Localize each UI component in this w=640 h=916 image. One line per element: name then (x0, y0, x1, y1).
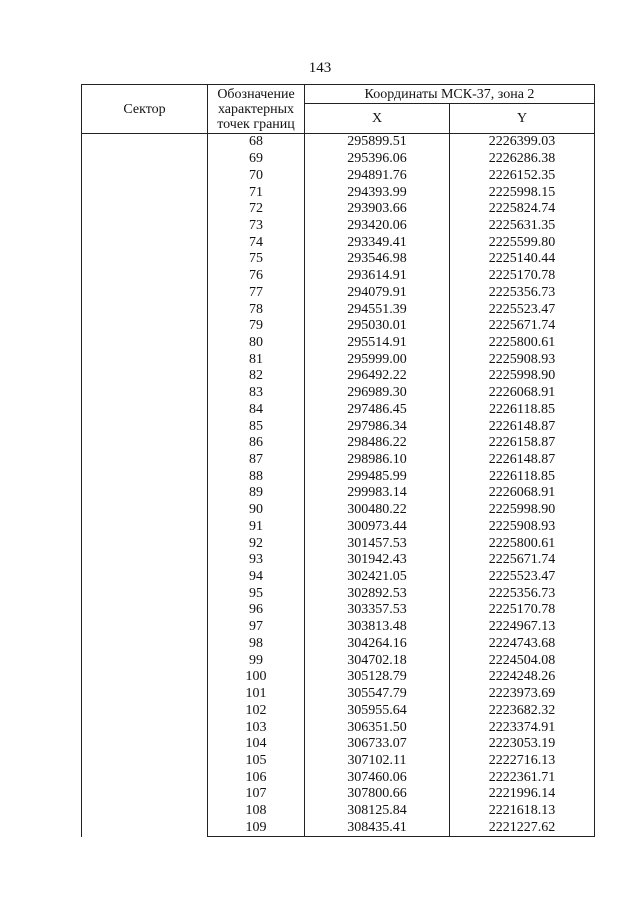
point-number-cell: 79 (208, 318, 305, 335)
y-coordinate-cell: 2226152.35 (450, 167, 595, 184)
y-coordinate-cell: 2226286.38 (450, 151, 595, 168)
point-number-cell: 103 (208, 719, 305, 736)
point-number-cell: 78 (208, 301, 305, 318)
point-designation-header: Обозначение характерных точек границ (208, 85, 305, 134)
x-coordinate-cell: 302892.53 (305, 585, 450, 602)
y-coordinate-cell: 2225523.47 (450, 569, 595, 586)
sector-header: Сектор (82, 85, 208, 134)
y-coordinate-cell: 2225908.93 (450, 351, 595, 368)
y-coordinate-cell: 2225998.90 (450, 502, 595, 519)
x-coordinate-cell: 298486.22 (305, 435, 450, 452)
point-number-cell: 92 (208, 535, 305, 552)
table-body (82, 134, 595, 837)
point-number-cell: 94 (208, 569, 305, 586)
y-coordinate-cell: 2222716.13 (450, 753, 595, 770)
x-coordinate-cell: 306351.50 (305, 719, 450, 736)
point-number-cell: 109 (208, 819, 305, 836)
x-coordinate-cell: 301457.53 (305, 535, 450, 552)
point-number-cell: 70 (208, 167, 305, 184)
y-coordinate-cell: 2223682.32 (450, 702, 595, 719)
x-coordinate-cell: 295514.91 (305, 335, 450, 352)
y-coordinate-cell: 2226068.91 (450, 385, 595, 402)
x-coordinate-cell: 293614.91 (305, 268, 450, 285)
x-coordinate-cell: 305128.79 (305, 669, 450, 686)
y-coordinate-cell: 2226148.87 (450, 418, 595, 435)
y-coordinate-cell: 2225998.90 (450, 368, 595, 385)
x-coordinate-cell: 305547.79 (305, 686, 450, 703)
x-coordinate-cell: 306733.07 (305, 736, 450, 753)
x-coordinate-cell: 305955.64 (305, 702, 450, 719)
x-coordinate-cell: 294551.39 (305, 301, 450, 318)
point-number-cell: 102 (208, 702, 305, 719)
y-coordinate-cell: 2226148.87 (450, 452, 595, 469)
point-number-cell: 106 (208, 769, 305, 786)
coordinates-header: Координаты МСК-37, зона 2 (305, 85, 595, 104)
x-coordinate-cell: 293420.06 (305, 218, 450, 235)
y-coordinate-cell: 2226118.85 (450, 402, 595, 419)
x-coordinate-cell: 308125.84 (305, 803, 450, 820)
y-coordinate-cell: 2225599.80 (450, 234, 595, 251)
x-coordinate-cell: 295030.01 (305, 318, 450, 335)
y-coordinate-cell: 2225140.44 (450, 251, 595, 268)
point-number-cell: 87 (208, 452, 305, 469)
x-coordinate-cell: 294393.99 (305, 184, 450, 201)
x-coordinate-cell: 300973.44 (305, 519, 450, 536)
y-header: Y (450, 104, 595, 134)
y-coordinate-cell: 2226118.85 (450, 468, 595, 485)
x-coordinate-cell: 294891.76 (305, 167, 450, 184)
point-number-cell: 74 (208, 234, 305, 251)
x-coordinate-cell: 296989.30 (305, 385, 450, 402)
y-coordinate-cell: 2223053.19 (450, 736, 595, 753)
point-number-cell: 72 (208, 201, 305, 218)
x-coordinate-cell: 295899.51 (305, 134, 450, 151)
point-number-cell: 107 (208, 786, 305, 803)
point-number-cell: 104 (208, 736, 305, 753)
point-number-cell: 101 (208, 686, 305, 703)
x-coordinate-cell: 297986.34 (305, 418, 450, 435)
y-coordinate-cell: 2225170.78 (450, 268, 595, 285)
x-coordinate-cell: 307460.06 (305, 769, 450, 786)
y-coordinate-cell: 2221618.13 (450, 803, 595, 820)
x-coordinate-cell: 304702.18 (305, 652, 450, 669)
y-coordinate-cell: 2222361.71 (450, 769, 595, 786)
point-number-cell: 76 (208, 268, 305, 285)
point-number-cell: 97 (208, 619, 305, 636)
coordinates-table (81, 84, 595, 837)
y-coordinate-cell: 2225800.61 (450, 535, 595, 552)
x-coordinate-cell: 300480.22 (305, 502, 450, 519)
y-coordinate-cell: 2225671.74 (450, 552, 595, 569)
x-coordinate-cell: 294079.91 (305, 284, 450, 301)
point-number-cell: 99 (208, 652, 305, 669)
point-number-cell: 100 (208, 669, 305, 686)
x-header: X (305, 104, 450, 134)
x-coordinate-cell: 293349.41 (305, 234, 450, 251)
point-number-cell: 69 (208, 151, 305, 168)
y-coordinate-cell: 2224967.13 (450, 619, 595, 636)
y-coordinate-cell: 2225631.35 (450, 218, 595, 235)
sector-cell (82, 134, 208, 837)
x-coordinate-cell: 301942.43 (305, 552, 450, 569)
point-number-cell: 93 (208, 552, 305, 569)
point-number-cell: 77 (208, 284, 305, 301)
y-coordinate-cell: 2223374.91 (450, 719, 595, 736)
y-coordinate-cell: 2225998.15 (450, 184, 595, 201)
point-number-cell: 95 (208, 585, 305, 602)
point-number-cell: 83 (208, 385, 305, 402)
x-coordinate-cell: 307102.11 (305, 753, 450, 770)
y-coordinate-cell: 2223973.69 (450, 686, 595, 703)
point-number-cell: 73 (208, 218, 305, 235)
x-coordinate-cell: 303357.53 (305, 602, 450, 619)
x-coordinate-cell: 299983.14 (305, 485, 450, 502)
point-number-cell: 105 (208, 753, 305, 770)
x-coordinate-cell: 304264.16 (305, 636, 450, 653)
x-coordinate-cell: 297486.45 (305, 402, 450, 419)
x-coordinate-cell: 303813.48 (305, 619, 450, 636)
x-coordinate-cell: 295396.06 (305, 151, 450, 168)
y-coordinate-cell: 2225671.74 (450, 318, 595, 335)
x-coordinate-cell: 298986.10 (305, 452, 450, 469)
y-coordinate-cell: 2224743.68 (450, 636, 595, 653)
y-coordinate-cell: 2221227.62 (450, 819, 595, 836)
point-number-cell: 98 (208, 636, 305, 653)
y-coordinate-cell: 2226399.03 (450, 134, 595, 151)
y-coordinate-cell: 2221996.14 (450, 786, 595, 803)
point-number-cell: 86 (208, 435, 305, 452)
x-coordinate-cell: 293903.66 (305, 201, 450, 218)
x-coordinate-cell: 299485.99 (305, 468, 450, 485)
point-number-cell: 108 (208, 803, 305, 820)
point-number-cell: 96 (208, 602, 305, 619)
x-coordinate-cell: 296492.22 (305, 368, 450, 385)
x-coordinate-cell: 308435.41 (305, 819, 450, 836)
y-coordinate-cell: 2225800.61 (450, 335, 595, 352)
point-number-cell: 81 (208, 351, 305, 368)
point-number-cell: 90 (208, 502, 305, 519)
y-coordinate-cell: 2224504.08 (450, 652, 595, 669)
point-number-cell: 84 (208, 402, 305, 419)
point-number-cell: 82 (208, 368, 305, 385)
point-number-cell: 89 (208, 485, 305, 502)
table-row (82, 134, 595, 151)
point-number-cell: 80 (208, 335, 305, 352)
page-number: 143 (308, 60, 332, 76)
point-number-cell: 91 (208, 519, 305, 536)
y-coordinate-cell: 2225523.47 (450, 301, 595, 318)
x-coordinate-cell: 302421.05 (305, 569, 450, 586)
point-number-cell: 75 (208, 251, 305, 268)
y-coordinate-cell: 2225356.73 (450, 585, 595, 602)
y-coordinate-cell: 2225170.78 (450, 602, 595, 619)
y-coordinate-cell: 2225908.93 (450, 519, 595, 536)
y-coordinate-cell: 2226158.87 (450, 435, 595, 452)
point-number-cell: 68 (208, 134, 305, 151)
y-coordinate-cell: 2224248.26 (450, 669, 595, 686)
point-number-cell: 85 (208, 418, 305, 435)
y-coordinate-cell: 2225824.74 (450, 201, 595, 218)
point-number-cell: 71 (208, 184, 305, 201)
y-coordinate-cell: 2226068.91 (450, 485, 595, 502)
x-coordinate-cell: 293546.98 (305, 251, 450, 268)
x-coordinate-cell: 295999.00 (305, 351, 450, 368)
y-coordinate-cell: 2225356.73 (450, 284, 595, 301)
point-number-cell: 88 (208, 468, 305, 485)
x-coordinate-cell: 307800.66 (305, 786, 450, 803)
